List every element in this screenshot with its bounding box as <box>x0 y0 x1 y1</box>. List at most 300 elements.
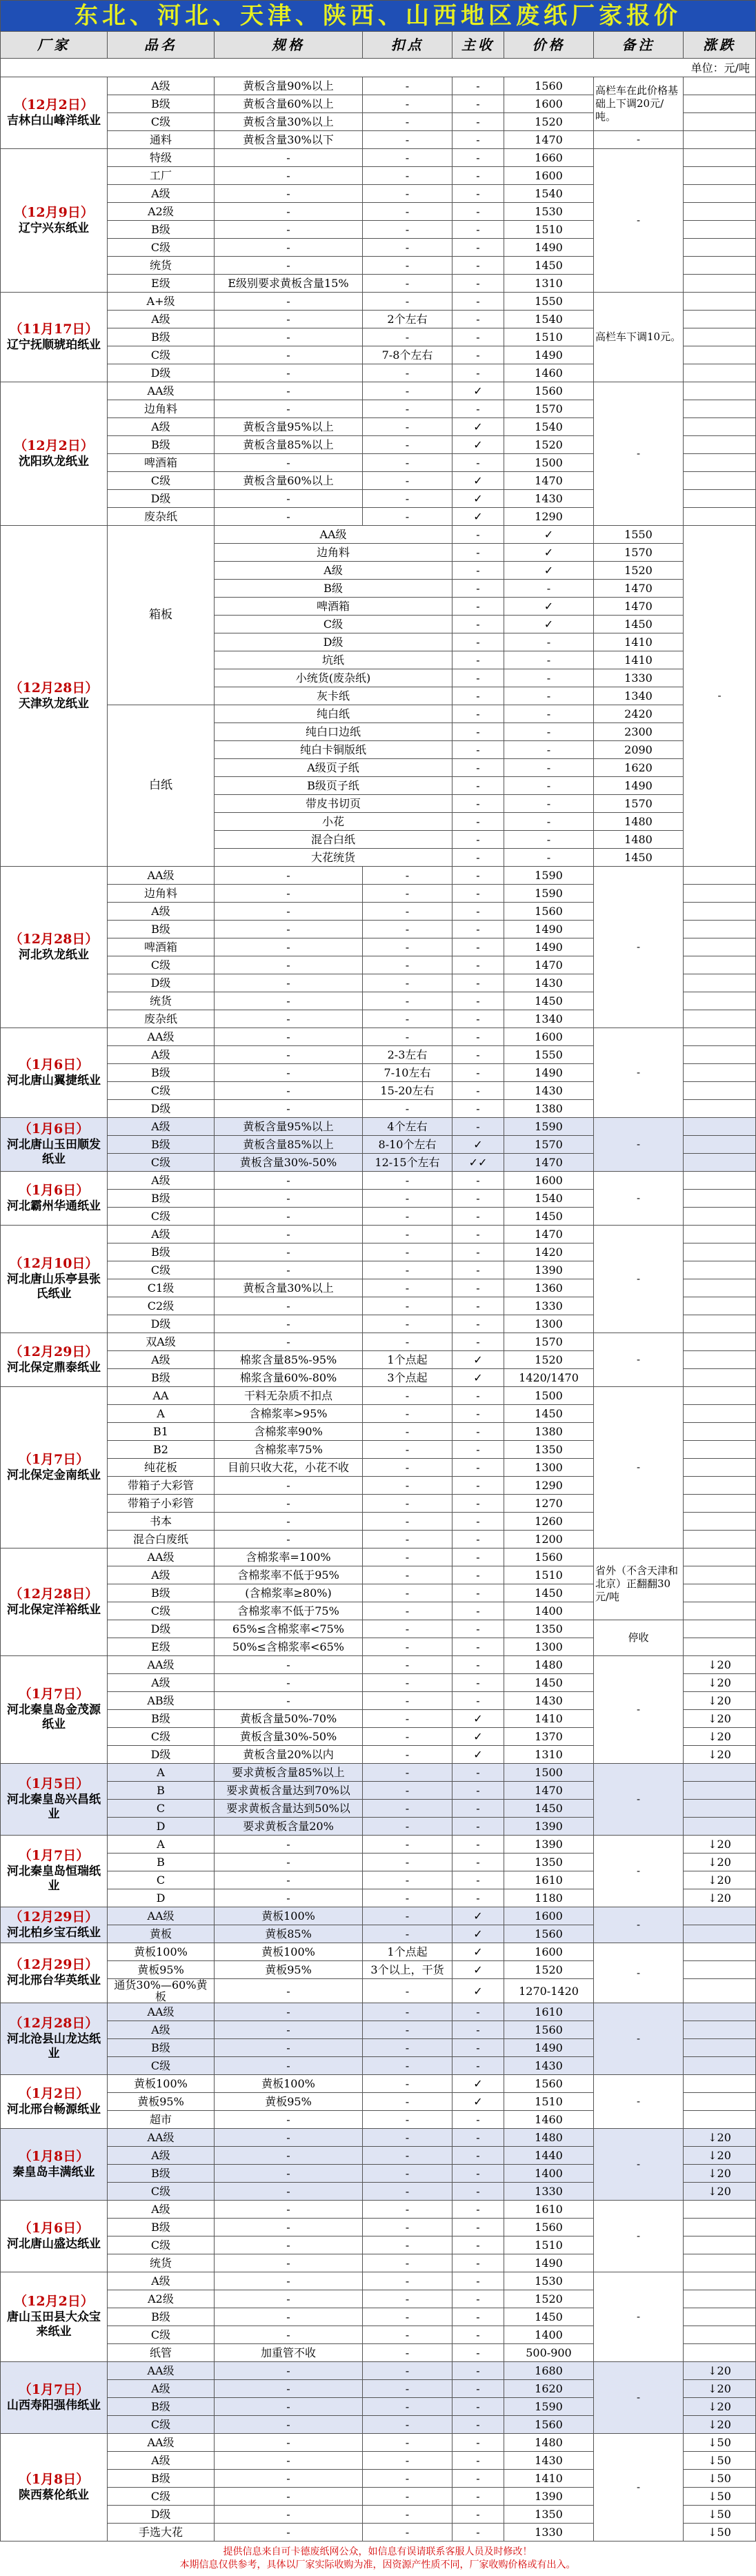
grade-cell: B1 <box>108 1423 215 1441</box>
main-collect-cell: - <box>452 1333 504 1351</box>
change-cell <box>684 185 756 203</box>
price-cell: 1590 <box>504 867 594 885</box>
main-collect-cell: - <box>504 687 594 705</box>
main-collect-cell: ✓ <box>504 616 594 633</box>
price-cell: 1450 <box>504 992 594 1010</box>
main-collect-cell: - <box>452 149 504 167</box>
change-cell <box>684 239 756 257</box>
price-cell: 1300 <box>504 1459 594 1477</box>
spec-cell: - <box>215 938 363 956</box>
spec-cell: 含棉浆率不低于95% <box>215 1566 363 1584</box>
spec-cell: 加重管不收 <box>215 2344 363 2362</box>
main-collect-cell: - <box>452 275 504 293</box>
spec-cell: 含棉浆率75% <box>215 1441 363 1459</box>
spec-cell: - <box>215 1208 363 1226</box>
main-collect-cell: - <box>452 1854 504 1871</box>
main-collect-cell: - <box>452 1459 504 1477</box>
spec-cell: - <box>215 257 363 275</box>
main-collect-cell: ✓ <box>452 472 504 490</box>
price-table-body <box>1 1 756 2541</box>
price-cell: 1450 <box>504 1674 594 1692</box>
grade-cell: B级 <box>108 2165 215 2183</box>
main-collect-cell: - <box>452 1513 504 1531</box>
change-cell: ↓20 <box>684 1674 756 1692</box>
deduction-cell: - <box>363 1907 452 1925</box>
grade-cell: D级 <box>108 2506 215 2524</box>
spec-cell: - <box>215 490 363 508</box>
spec-cell: 含棉浆率不低于75% <box>215 1602 363 1620</box>
change-cell: ↓50 <box>684 2452 756 2470</box>
remark-cell: 高栏车在此价格基础上下调20元/吨。 <box>594 77 684 131</box>
company-cell <box>1 1548 108 1656</box>
main-collect-cell: - <box>504 580 594 598</box>
change-cell: ↓20 <box>684 2362 756 2380</box>
grade-cell: C级 <box>108 956 215 974</box>
change-cell <box>684 2003 756 2021</box>
company-name: 河北秦皇岛恒瑞纸业 <box>7 1865 101 1893</box>
main-collect-cell: ✓ <box>452 1728 504 1746</box>
main-collect-cell: - <box>452 2308 504 2326</box>
price-cell: 1490 <box>504 938 594 956</box>
remark-cell: 省外（不含天津和北京）正翻翻30元/吨 <box>594 1548 684 1620</box>
spec-cell: - <box>215 364 363 382</box>
table-row <box>1 867 756 885</box>
spec-cell: - <box>215 2147 363 2165</box>
price-cell: 1480 <box>594 831 684 849</box>
remark-cell: - <box>594 1172 684 1226</box>
grade-cell: E级 <box>108 275 215 293</box>
main-collect-cell: - <box>452 1243 504 1261</box>
category-cell: 白纸 <box>108 705 215 867</box>
spec-cell: - <box>215 2183 363 2201</box>
main-collect-cell: - <box>452 400 504 418</box>
price-cell: 1460 <box>504 364 594 382</box>
change-cell <box>684 2075 756 2093</box>
price-cell: 1450 <box>504 1584 594 1602</box>
deduction-cell: - <box>363 2183 452 2201</box>
change-cell <box>684 2290 756 2308</box>
change-cell: ↓20 <box>684 1889 756 1907</box>
grade-cell: 纯白卡铜版纸 <box>215 741 452 759</box>
deduction-cell: - <box>363 1495 452 1513</box>
grade-cell: E级 <box>108 1638 215 1656</box>
company-cell <box>1 382 108 526</box>
spec-cell: - <box>215 1315 363 1333</box>
grade-cell: A级 <box>108 2147 215 2165</box>
deduction-cell: - <box>452 598 504 616</box>
spec-cell: - <box>215 2290 363 2308</box>
price-cell: 1450 <box>504 2308 594 2326</box>
grade-cell: C级 <box>108 2057 215 2075</box>
grade-cell: A级 <box>108 903 215 921</box>
company-name: 河北唐山玉田顺发纸业 <box>7 1138 101 1166</box>
main-collect-cell: ✓ <box>452 1979 504 2003</box>
price-cell: 1260 <box>504 1513 594 1531</box>
price-cell: 1490 <box>504 2039 594 2057</box>
change-cell <box>684 1118 756 1136</box>
deduction-cell: - <box>363 1854 452 1871</box>
change-cell <box>684 1979 756 2003</box>
grade-cell: C <box>108 1800 215 1818</box>
table-row <box>1 1333 756 1351</box>
remark-cell: - <box>594 2003 684 2075</box>
deduction-cell: - <box>452 633 504 651</box>
main-collect-cell: - <box>504 669 594 687</box>
remark-cell: - <box>594 1764 684 1836</box>
table-row <box>1 77 756 95</box>
main-collect-cell: - <box>452 1566 504 1584</box>
spec-cell: - <box>215 2236 363 2254</box>
price-cell: 1560 <box>504 903 594 921</box>
change-cell <box>684 1495 756 1513</box>
deduction-cell: - <box>363 2075 452 2093</box>
deduction-cell: - <box>363 1889 452 1907</box>
deduction-cell: - <box>452 580 504 598</box>
main-collect-cell: - <box>452 1638 504 1656</box>
grade-cell: 统货 <box>108 992 215 1010</box>
table-row <box>1 1620 756 1638</box>
spec-cell: - <box>215 2039 363 2057</box>
price-cell: 1390 <box>504 1836 594 1854</box>
remark-cell: - <box>594 1118 684 1172</box>
spec-cell: - <box>215 867 363 885</box>
grade-cell: B2 <box>108 1441 215 1459</box>
main-collect-cell: - <box>452 1531 504 1548</box>
main-collect-cell: - <box>452 167 504 185</box>
main-collect-cell: - <box>452 2434 504 2452</box>
spec-cell: - <box>215 2398 363 2416</box>
company-name: 唐山玉田县大众宝来纸业 <box>7 2310 101 2339</box>
table-row <box>1 1387 756 1405</box>
main-collect-cell: - <box>452 2201 504 2219</box>
company-name: 辽宁兴东纸业 <box>19 221 89 235</box>
spec-cell: 含棉浆率90% <box>215 1423 363 1441</box>
deduction-cell: - <box>363 418 452 436</box>
deduction-cell: - <box>363 921 452 938</box>
change-cell <box>684 1548 756 1566</box>
grade-cell: 带箱子小彩管 <box>108 1495 215 1513</box>
grade-cell: B <box>108 1782 215 1800</box>
main-collect-cell: - <box>452 938 504 956</box>
spec-cell: - <box>215 2129 363 2147</box>
main-collect-cell: ✓ <box>452 490 504 508</box>
grade-cell: B级页子纸 <box>215 777 452 795</box>
company-cell <box>1 1764 108 1836</box>
deduction-cell: - <box>363 2362 452 2380</box>
grade-cell: A级 <box>108 2380 215 2398</box>
spec-cell: - <box>215 221 363 239</box>
grade-cell: 大花统货 <box>215 849 452 867</box>
company-name: 河北沧县山龙达纸业 <box>7 2032 101 2061</box>
change-cell <box>684 311 756 328</box>
spec-cell: - <box>215 2488 363 2506</box>
deduction-cell: - <box>363 1531 452 1548</box>
remark-cell: - <box>594 1656 684 1764</box>
price-cell: 2420 <box>594 705 684 723</box>
main-collect-cell: ✓ <box>504 562 594 580</box>
deduction-cell: - <box>452 687 504 705</box>
spec-cell: - <box>215 1854 363 1871</box>
change-cell <box>684 113 756 131</box>
price-cell: 1520 <box>504 2290 594 2308</box>
price-cell: 1370 <box>504 1728 594 1746</box>
price-cell: 1490 <box>594 777 684 795</box>
spec-cell: - <box>215 2254 363 2272</box>
spec-cell: - <box>215 2470 363 2488</box>
deduction-cell: - <box>363 2272 452 2290</box>
deduction-cell: - <box>363 1728 452 1746</box>
change-cell <box>684 257 756 275</box>
price-cell: 1600 <box>504 1943 594 1961</box>
grade-cell: C级 <box>108 2326 215 2344</box>
deduction-cell: - <box>363 2398 452 2416</box>
change-cell <box>684 167 756 185</box>
price-cell: 1330 <box>504 1297 594 1315</box>
deduction-cell: - <box>363 956 452 974</box>
company-name: 河北唐山翼捷纸业 <box>7 1073 101 1088</box>
grade-cell: 手选大花 <box>108 2524 215 2541</box>
price-cell: 1330 <box>594 669 684 687</box>
spec-cell: - <box>215 921 363 938</box>
main-collect-cell: - <box>452 1261 504 1279</box>
change-cell: ↓20 <box>684 1692 756 1710</box>
deduction-cell: - <box>363 1028 452 1046</box>
deduction-cell: - <box>363 167 452 185</box>
main-collect-cell: - <box>452 2165 504 2183</box>
deduction-cell: - <box>363 149 452 167</box>
deduction-cell: - <box>363 1208 452 1226</box>
footer-table <box>0 2541 755 2576</box>
company-cell <box>1 2201 108 2272</box>
grade-cell: 混合白纸 <box>215 831 452 849</box>
grade-cell: D级 <box>108 1620 215 1638</box>
main-collect-cell: - <box>504 849 594 867</box>
main-collect-cell: ✓ <box>504 526 594 544</box>
spec-cell: 黄板含量90%以上 <box>215 77 363 95</box>
price-cell: 1490 <box>504 239 594 257</box>
grade-cell: AA级 <box>108 382 215 400</box>
change-cell <box>684 992 756 1010</box>
company-cell <box>1 2362 108 2434</box>
company-name: 天津玖龙纸业 <box>19 696 89 711</box>
spec-cell: - <box>215 2362 363 2380</box>
company-name: 河北保定金南纸业 <box>7 1468 101 1482</box>
spec-cell: 要求黄板含量20% <box>215 1818 363 1836</box>
deduction-cell: - <box>363 1297 452 1315</box>
change-cell <box>684 1333 756 1351</box>
company-date: （1月7日） <box>18 1687 90 1702</box>
grade-cell: 黄板95% <box>108 2093 215 2111</box>
price-cell: 1340 <box>594 687 684 705</box>
price-cell: 1490 <box>504 1064 594 1082</box>
change-cell: ↓20 <box>684 2183 756 2201</box>
deduction-cell: 1个点起 <box>363 1943 452 1961</box>
deduction-cell: - <box>363 490 452 508</box>
main-collect-cell: - <box>452 1028 504 1046</box>
grade-cell: B级 <box>108 328 215 346</box>
main-collect-cell: - <box>452 1584 504 1602</box>
change-cell <box>684 1136 756 1154</box>
grade-cell: AA级 <box>108 867 215 885</box>
price-cell: 1410 <box>504 2470 594 2488</box>
spec-cell: - <box>215 2326 363 2344</box>
change-cell <box>684 221 756 239</box>
grade-cell: AA级 <box>108 2434 215 2452</box>
change-cell <box>684 328 756 346</box>
remark-cell: - <box>594 1333 684 1387</box>
change-cell: ↓20 <box>684 2398 756 2416</box>
spec-cell: - <box>215 1261 363 1279</box>
deduction-cell: - <box>363 1477 452 1495</box>
grade-cell: C级 <box>108 1154 215 1172</box>
spec-cell: 棉浆含量60%-80% <box>215 1369 363 1387</box>
remark-cell: - <box>594 1028 684 1118</box>
change-cell: ↓20 <box>684 1656 756 1674</box>
grade-cell: B级 <box>108 921 215 938</box>
price-cell: 1590 <box>504 885 594 903</box>
grade-cell: 黄板95% <box>108 1961 215 1979</box>
spec-cell: - <box>215 1495 363 1513</box>
deduction-cell: - <box>363 293 452 311</box>
table-row <box>1 2272 756 2290</box>
spec-cell: 黄板含量50%-70% <box>215 1710 363 1728</box>
unit-row <box>1 59 756 77</box>
price-cell: 1350 <box>504 1620 594 1638</box>
main-collect-cell: - <box>452 2039 504 2057</box>
grade-cell: 特级 <box>108 149 215 167</box>
price-cell: 1400 <box>504 2326 594 2344</box>
deduction-cell: - <box>452 741 504 759</box>
price-cell: 1470 <box>504 131 594 149</box>
grade-cell: A级 <box>108 2021 215 2039</box>
company-date: （12月2日） <box>14 97 94 112</box>
deduction-cell: - <box>363 436 452 454</box>
change-cell <box>684 346 756 364</box>
main-collect-cell: - <box>504 651 594 669</box>
company-cell <box>1 1028 108 1118</box>
grade-cell: B级 <box>108 2308 215 2326</box>
grade-cell: B级 <box>108 221 215 239</box>
grade-cell: A级 <box>108 418 215 436</box>
grade-cell: AA级 <box>108 2129 215 2147</box>
spec-cell: - <box>215 1889 363 1907</box>
deduction-cell: - <box>363 2434 452 2452</box>
deduction-cell: - <box>363 1172 452 1190</box>
grade-cell: A级 <box>215 562 452 580</box>
deduction-cell: - <box>363 1782 452 1800</box>
grade-cell: A级 <box>108 1172 215 1190</box>
price-cell: 1270-1420 <box>504 1979 594 2003</box>
deduction-cell: - <box>363 239 452 257</box>
deduction-cell: - <box>363 938 452 956</box>
change-cell: ↓20 <box>684 2147 756 2165</box>
price-cell: 1590 <box>504 2398 594 2416</box>
grade-cell: B级 <box>108 2039 215 2057</box>
deduction-cell: - <box>452 705 504 723</box>
deduction-cell: - <box>363 364 452 382</box>
price-cell: 1480 <box>504 1656 594 1674</box>
main-collect-cell: - <box>452 1818 504 1836</box>
main-collect-cell: - <box>452 885 504 903</box>
change-cell <box>684 1764 756 1782</box>
grade-cell: C级 <box>108 2416 215 2434</box>
grade-cell: B级 <box>108 1190 215 1208</box>
change-cell <box>684 1351 756 1369</box>
spec-cell: - <box>215 2111 363 2129</box>
price-cell: 1550 <box>504 1046 594 1064</box>
company-cell <box>1 2272 108 2362</box>
grade-cell: 混合白废纸 <box>108 1531 215 1548</box>
price-cell: 1380 <box>504 1423 594 1441</box>
price-cell: 1460 <box>504 2111 594 2129</box>
main-collect-cell: - <box>452 2416 504 2434</box>
grade-cell: 边角料 <box>108 885 215 903</box>
change-cell: ↓20 <box>684 1746 756 1764</box>
deduction-cell: 7-10左右 <box>363 1064 452 1082</box>
company-name: 河北唐山盛达纸业 <box>7 2236 101 2251</box>
change-cell <box>684 1961 756 1979</box>
grade-cell: C级 <box>108 1728 215 1746</box>
main-collect-cell: - <box>504 705 594 723</box>
main-collect-cell: - <box>452 2488 504 2506</box>
spec-cell: - <box>215 1836 363 1854</box>
remark-cell: 高栏车下调10元。 <box>594 293 684 382</box>
unit-label: 单位：元/吨 <box>1 59 756 77</box>
spec-cell: - <box>215 1243 363 1261</box>
main-collect-cell: ✓ <box>452 436 504 454</box>
main-collect-cell: - <box>452 2290 504 2308</box>
main-collect-cell: - <box>452 903 504 921</box>
main-collect-cell: - <box>452 113 504 131</box>
price-cell: 1570 <box>504 400 594 418</box>
deduction-cell: - <box>363 1566 452 1584</box>
header-cell: 规格 <box>215 32 363 59</box>
deduction-cell: - <box>363 2326 452 2344</box>
company-date: （11月17日） <box>9 321 99 337</box>
change-cell: ↓20 <box>684 1836 756 1854</box>
change-cell <box>684 2039 756 2057</box>
deduction-cell: - <box>363 1764 452 1782</box>
deduction-cell: - <box>363 2344 452 2362</box>
table-row <box>1 1172 756 1190</box>
deduction-cell: - <box>363 2236 452 2254</box>
change-cell <box>684 203 756 221</box>
main-collect-cell: - <box>452 185 504 203</box>
spec-cell: 含棉浆率=100% <box>215 1548 363 1566</box>
change-cell <box>684 400 756 418</box>
change-cell <box>684 2219 756 2236</box>
grade-cell: 小花 <box>215 813 452 831</box>
main-collect-cell: ✓ <box>452 1351 504 1369</box>
deduction-cell: - <box>363 1979 452 2003</box>
grade-cell: A级 <box>108 2452 215 2470</box>
grade-cell: C级 <box>108 2236 215 2254</box>
change-cell <box>684 1154 756 1172</box>
grade-cell: C2级 <box>108 1297 215 1315</box>
grade-cell: 黄板 <box>108 1925 215 1943</box>
price-cell: 1510 <box>504 328 594 346</box>
spec-cell: E级别要求黄板含量15% <box>215 275 363 293</box>
price-cell: 1470 <box>504 956 594 974</box>
change-cell <box>684 1800 756 1818</box>
change-cell <box>684 2344 756 2362</box>
deduction-cell: 4个左右 <box>363 1118 452 1136</box>
price-cell: 1610 <box>504 1871 594 1889</box>
spec-cell: 黄板含量30%-50% <box>215 1728 363 1746</box>
company-cell <box>1 526 108 867</box>
grade-cell: 废杂纸 <box>108 1010 215 1028</box>
grade-cell: 双A级 <box>108 1333 215 1351</box>
